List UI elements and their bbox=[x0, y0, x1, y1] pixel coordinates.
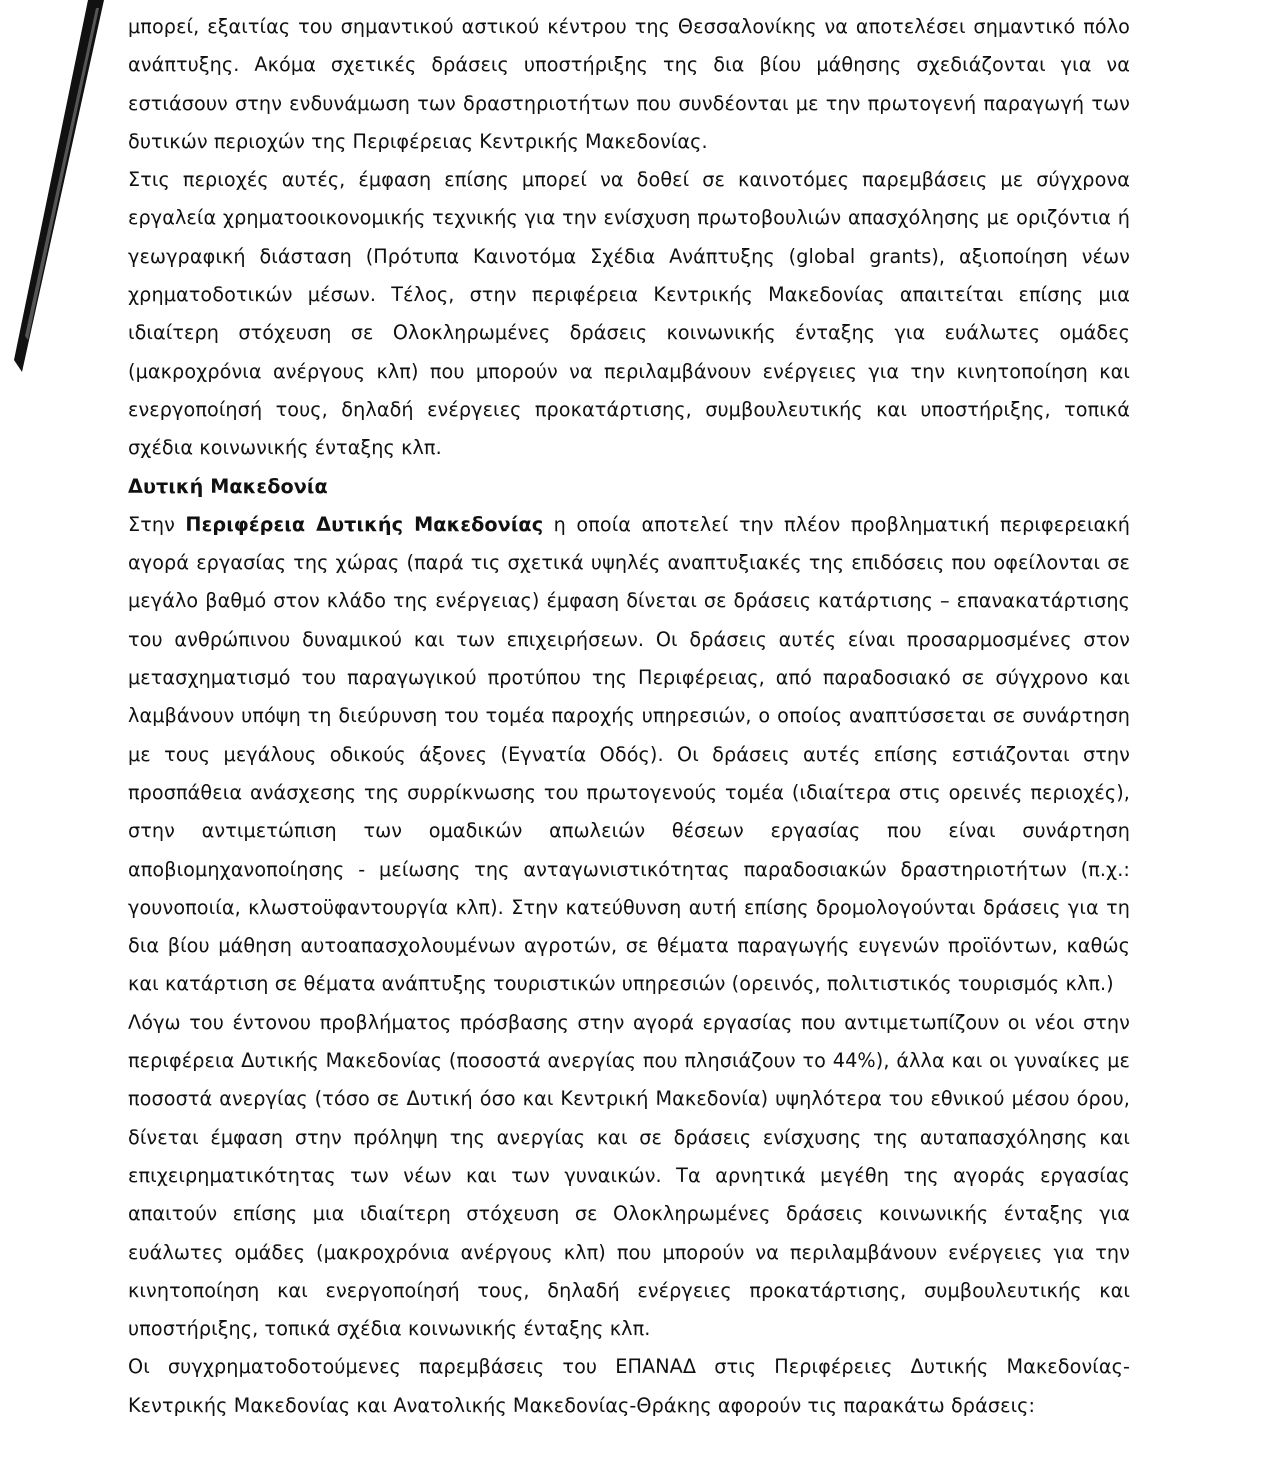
paragraph-epanad-interventions: Οι συγχρηματοδοτούμενες παρεμβάσεις του ΕΠΑΝΑΔ στις Περιφέρειες Δυτικής Μακεδονίας-Κεντρικής Μακεδονίας και Ανατολικής Μακεδονίας-Θράκης αφορούν τις παρακάτω δράσεις: bbox=[128, 1355, 1130, 1417]
paragraph-western-macedonia-1 bbox=[128, 506, 1130, 1004]
section-heading-western-macedonia: Δυτική Μακεδονία bbox=[128, 474, 328, 498]
document-page bbox=[128, 8, 1130, 1425]
paragraph-western-macedonia-2: Λόγω του έντονου προβλήματος πρόσβασης στην αγορά εργασίας που αντιμετωπίζουν οι νέοι στην περιφέρεια Δυτικής Μακεδονίας (ποσοστά ανεργίας που πλησιάζουν το 44%), άλλα και οι γυναίκες με ποσοστά ανεργίας (τόσο σε Δυτική όσο και Κεντρική Μακεδονία) υψηλότερα του εθνικού μέσου όρου, δίνεται έμφαση στην πρόληψη της ανεργίας και σε δράσεις ενίσχυσης της αυταπασχόλησης και επιχειρηματικότητας των νέων και των γυναικών. Τα αρνητικά μεγέθη της αγοράς εργασίας απαιτούν επίσης μια ιδιαίτερη στόχευση σε Ολοκληρωμένες δράσεις κοινωνικής ένταξης για ευάλωτες ομάδες (μακροχρόνια ανέργους κλπ) που μπορούν να περιλαμβάνουν ενέργειες για την κινητοποίηση και ενεργοποίησή τους, δηλαδή ενέργειες προκατάρτισης, συμβουλευτικής και υποστήριξης, τοπικά σχέδια κοινωνικής ένταξης κλπ. bbox=[128, 1010, 1130, 1341]
paragraph-central-macedonia-2: Στις περιοχές αυτές, έμφαση επίσης μπορεί να δοθεί σε καινοτόμες παρεμβάσεις με σύγχρονα εργαλεία χρηματοοικονομικής τεχνικής για την ενίσχυση πρωτοβουλιών απασχόλησης με οριζόντια ή γεωγραφική διάσταση (Πρότυπα Καινοτόμα Σχέδια Ανάπτυξης (global grants), αξιοποίηση νέων χρηματοδοτικών μέσων. Τέλος, στην περιφέρεια Κεντρικής Μακεδονίας απαιτείται επίσης μια ιδιαίτερη στόχευση σε Ολοκληρωμένες δράσεις κοινωνικής ένταξης για ευάλωτες ομάδες (μακροχρόνια ανέργους κλπ) που μπορούν να περιλαμβάνουν ενέργειες για την κινητοποίηση και ενεργοποίησή τους, δηλαδή ενέργειες προκατάρτισης, συμβουλευτικής και υποστήριξης, τοπικά σχέδια κοινωνικής ένταξης κλπ. bbox=[128, 168, 1130, 460]
region-name-bold: Περιφέρεια Δυτικής Μακεδονίας bbox=[185, 512, 544, 536]
scan-edge-shadow bbox=[0, 0, 110, 380]
paragraph-rest: η οποία αποτελεί την πλέον προβληματική περιφερειακή αγορά εργασίας της χώρας (παρά τις σχετικά υψηλές αναπτυξιακές της επιδόσεις που οφείλονται σε μεγάλο βαθμό στον κλάδο της ενέργειας) έμφαση δίνεται σε δράσεις κατάρτισης – επανακατάρτισης του ανθρώπινου δυναμικού και των επιχειρήσεων. Οι δράσεις αυτές είναι προσαρμοσμένες στον μετασχηματισμό του παραγωγικού προτύπου της Περιφέρειας, από παραδοσιακό σε σύγχρονο και λαμβάνουν υπόψη τη διεύρυνση του τομέα παροχής υπηρεσιών, ο οποίος αναπτύσσεται σε συνάρτηση με τους μεγάλους οδικούς άξονες (Εγνατία Οδός). Οι δράσεις αυτές επίσης εστιάζονται στην προσπάθεια ανάσχεσης της συρρίκνωσης του πρωτογενούς τομέα (ιδιαίτερα στις ορεινές περιοχές), στην αντιμετώπιση των ομαδικών απωλειών θέσεων εργασίας που είναι συνάρτηση αποβιομηχανοποίησης - μείωσης της ανταγωνιστικότητας παραδοσιακών δραστηριοτήτων (π.χ.: γουνοποιία, κλωστοϋφαντουργία κλπ). Στην κατεύθυνση αυτή επίσης δρομολογούνται δράσεις για τη δια βίου μάθηση αυτοαπασχολουμένων αγροτών, σε θέματα παραγωγής ευγενών προϊόντων, καθώς και κατάρτιση σε θέματα ανάπτυξης τουριστικών υπηρεσιών (ορεινός, πολιτιστικός τουρισμός κλπ.) bbox=[128, 512, 1130, 996]
paragraph-start: Στην bbox=[128, 512, 186, 536]
paragraph-central-macedonia-1: μπορεί, εξαιτίας του σημαντικού αστικού κέντρου της Θεσσαλονίκης να αποτελέσει σημαντικό πόλο ανάπτυξης. Ακόμα σχετικές δράσεις υποστήριξης της δια βίου μάθησης σχεδιάζονται για να εστιάσουν στην ενδυνάμωση των δραστηριοτήτων που συνδέονται με την πρωτογενή παραγωγή των δυτικών περιοχών της Περιφέρειας Κεντρικής Μακεδονίας. bbox=[128, 15, 1130, 153]
